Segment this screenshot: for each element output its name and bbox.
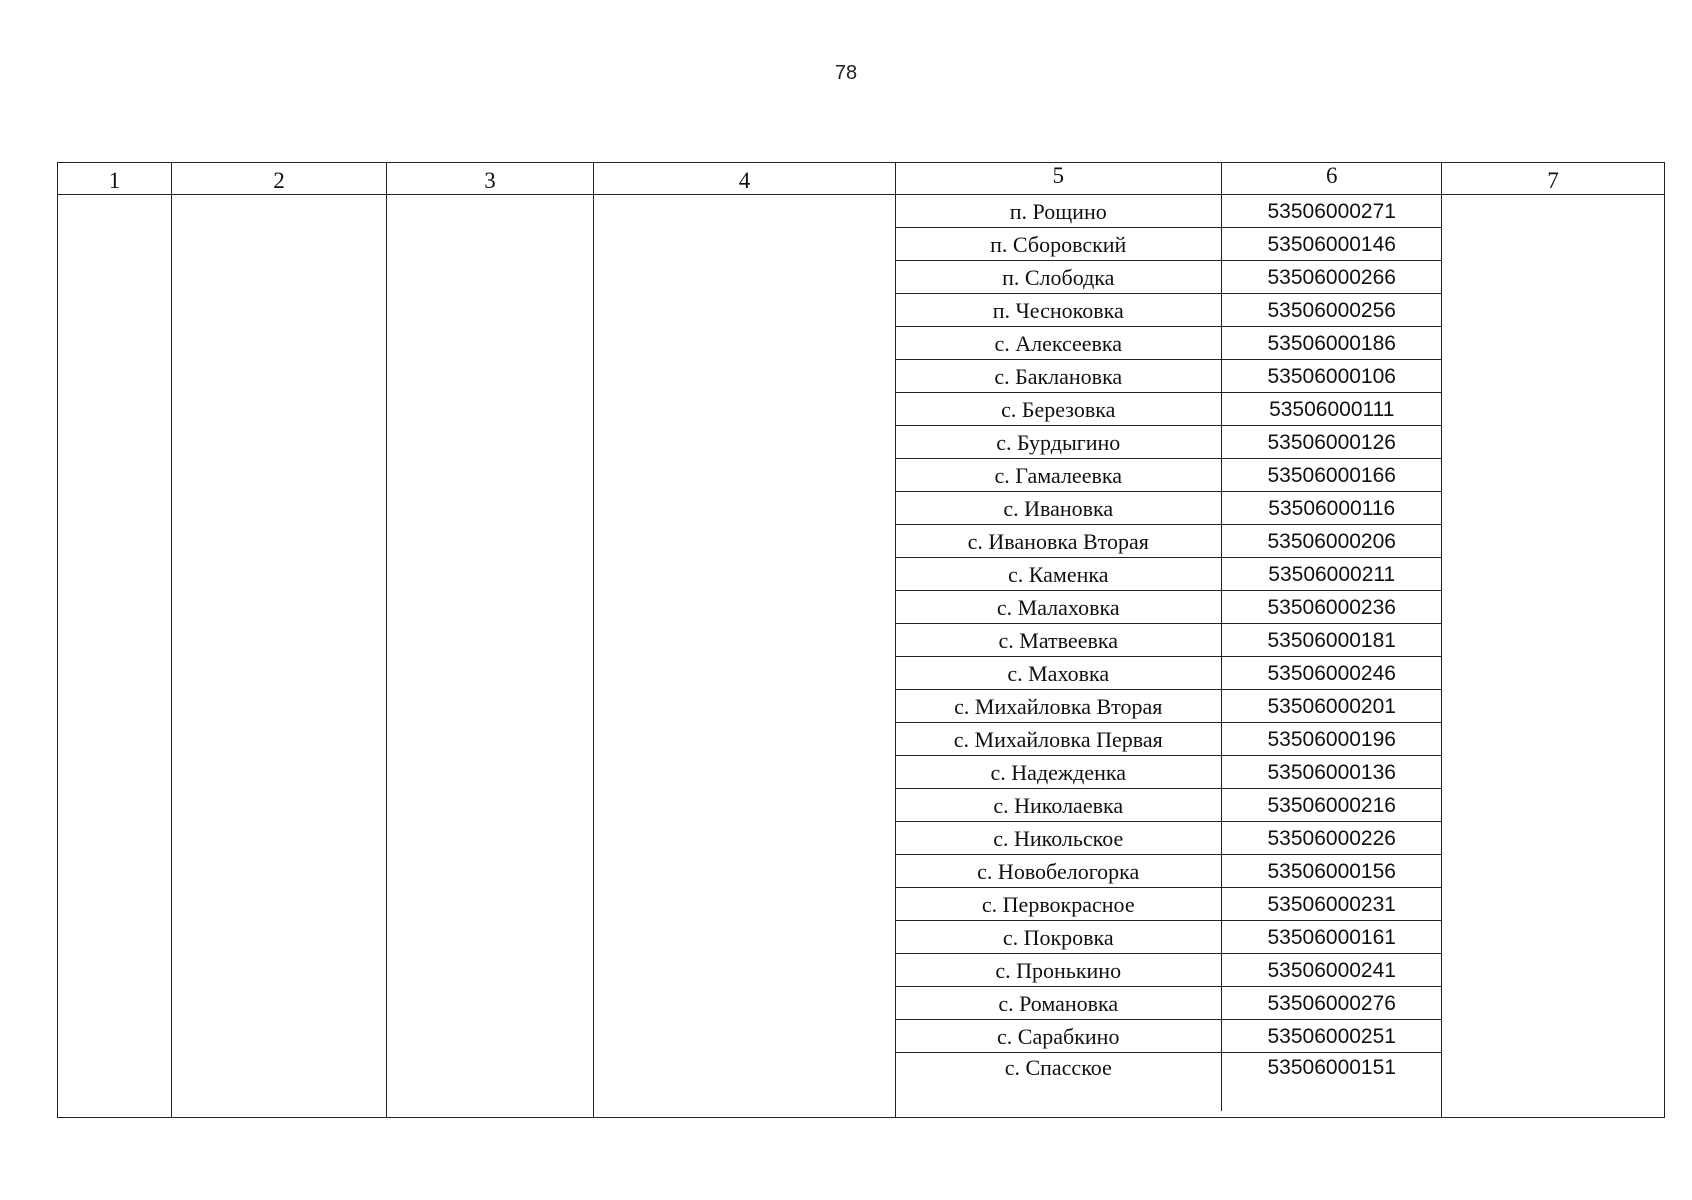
settlement-row [896, 228, 1442, 261]
settlement-name: с. Спасское [1004, 1055, 1112, 1080]
settlement-code: 53506000196 [1221, 723, 1442, 756]
column-header-3: 3 [387, 163, 594, 195]
settlement-name: с. Малаховка [896, 591, 1221, 624]
settlement-row [896, 756, 1442, 789]
settlement-name: п. Чесноковка [896, 294, 1221, 327]
settlement-row [896, 525, 1442, 558]
settlement-name: п. Сборовский [896, 228, 1221, 261]
settlement-code: 53506000156 [1221, 855, 1442, 888]
settlement-row [896, 360, 1442, 393]
column-header-5-6 [896, 163, 1442, 195]
header-row [58, 163, 1665, 195]
settlement-code: 53506000181 [1221, 624, 1442, 657]
settlement-name: с. Надежденка [896, 756, 1221, 789]
settlement-row [896, 492, 1442, 525]
settlement-name: с. Николаевка [896, 789, 1221, 822]
settlement-row [896, 921, 1442, 954]
settlement-row [896, 624, 1442, 657]
cell-column-4 [594, 195, 896, 1118]
settlement-row [896, 855, 1442, 888]
settlement-name: с. Каменка [896, 558, 1221, 591]
settlement-row [896, 327, 1442, 360]
settlement-name: с. Гамалеевка [896, 459, 1221, 492]
settlement-name: с. Михайловка Первая [896, 723, 1221, 756]
settlement-row [896, 723, 1442, 756]
settlement-code: 53506000151 [1221, 1053, 1442, 1112]
settlement-code: 53506000251 [1221, 1020, 1442, 1053]
settlement-code: 53506000241 [1221, 954, 1442, 987]
settlement-name: с. Баклановка [896, 360, 1221, 393]
settlement-row [896, 261, 1442, 294]
column-header-5: 5 [1052, 163, 1064, 188]
settlement-row [896, 591, 1442, 624]
settlement-name: с. Ивановка Вторая [896, 525, 1221, 558]
settlement-name: с. Бурдыгино [896, 426, 1221, 459]
settlement-row [896, 1020, 1442, 1053]
cell-column-1 [58, 195, 172, 1118]
settlement-row [896, 987, 1442, 1020]
settlement-code: 53506000266 [1221, 261, 1442, 294]
settlement-code: 53506000276 [1221, 987, 1442, 1020]
column-header-7: 7 [1442, 163, 1665, 195]
settlement-name: с. Пронькино [896, 954, 1221, 987]
cell-column-3 [387, 195, 594, 1118]
settlements-list-cell [896, 195, 1442, 1118]
settlement-row [896, 294, 1442, 327]
settlement-code: 53506000116 [1221, 492, 1442, 525]
settlement-code: 53506000206 [1221, 525, 1442, 558]
settlement-row [896, 459, 1442, 492]
settlement-code: 53506000166 [1221, 459, 1442, 492]
settlement-code: 53506000186 [1221, 327, 1442, 360]
settlement-name: с. Сарабкино [896, 1020, 1221, 1053]
settlement-code: 53506000246 [1221, 657, 1442, 690]
settlement-code: 53506000226 [1221, 822, 1442, 855]
page-number: 78 [834, 62, 858, 84]
settlement-name: с. Матвеевка [896, 624, 1221, 657]
settlement-name: с. Первокрасное [896, 888, 1221, 921]
settlement-code: 53506000231 [1221, 888, 1442, 921]
column-header-6: 6 [1221, 163, 1442, 194]
settlement-code: 53506000126 [1221, 426, 1442, 459]
settlement-row [896, 426, 1442, 459]
column-header-1: 1 [58, 163, 172, 195]
settlement-row [896, 195, 1442, 228]
settlement-code: 53506000271 [1221, 195, 1442, 228]
settlement-code: 53506000111 [1221, 393, 1442, 426]
settlement-name: с. Романовка [896, 987, 1221, 1020]
settlement-row [896, 657, 1442, 690]
settlement-name: с. Михайловка Вторая [896, 690, 1221, 723]
settlement-code: 53506000216 [1221, 789, 1442, 822]
settlement-code: 53506000161 [1221, 921, 1442, 954]
settlement-name: с. Никольское [896, 822, 1221, 855]
settlement-row [896, 558, 1442, 591]
settlement-name: с. Новобелогорка [896, 855, 1221, 888]
settlement-row [896, 393, 1442, 426]
table-body-row [58, 195, 1665, 1118]
settlement-code: 53506000201 [1221, 690, 1442, 723]
cell-column-2 [172, 195, 387, 1118]
settlement-code: 53506000106 [1221, 360, 1442, 393]
settlement-name: с. Алексеевка [896, 327, 1221, 360]
settlement-name: п. Рощино [896, 195, 1221, 228]
settlement-name: с. Ивановка [896, 492, 1221, 525]
cell-column-7 [1442, 195, 1665, 1118]
settlement-name: с. Березовка [896, 393, 1221, 426]
settlement-row [896, 1053, 1442, 1112]
column-header-4: 4 [594, 163, 896, 195]
settlement-row [896, 888, 1442, 921]
settlement-name: с. Покровка [896, 921, 1221, 954]
settlement-code: 53506000236 [1221, 591, 1442, 624]
settlement-row [896, 954, 1442, 987]
settlement-row [896, 822, 1442, 855]
settlement-name: с. Маховка [896, 657, 1221, 690]
settlement-row [896, 789, 1442, 822]
settlements-list [896, 195, 1442, 1111]
settlements-table [57, 162, 1665, 1118]
settlement-row [896, 690, 1442, 723]
settlement-code: 53506000146 [1221, 228, 1442, 261]
settlement-code: 53506000256 [1221, 294, 1442, 327]
settlement-code: 53506000136 [1221, 756, 1442, 789]
column-header-2: 2 [172, 163, 387, 195]
settlement-name: п. Слободка [896, 261, 1221, 294]
settlement-code: 53506000211 [1221, 558, 1442, 591]
